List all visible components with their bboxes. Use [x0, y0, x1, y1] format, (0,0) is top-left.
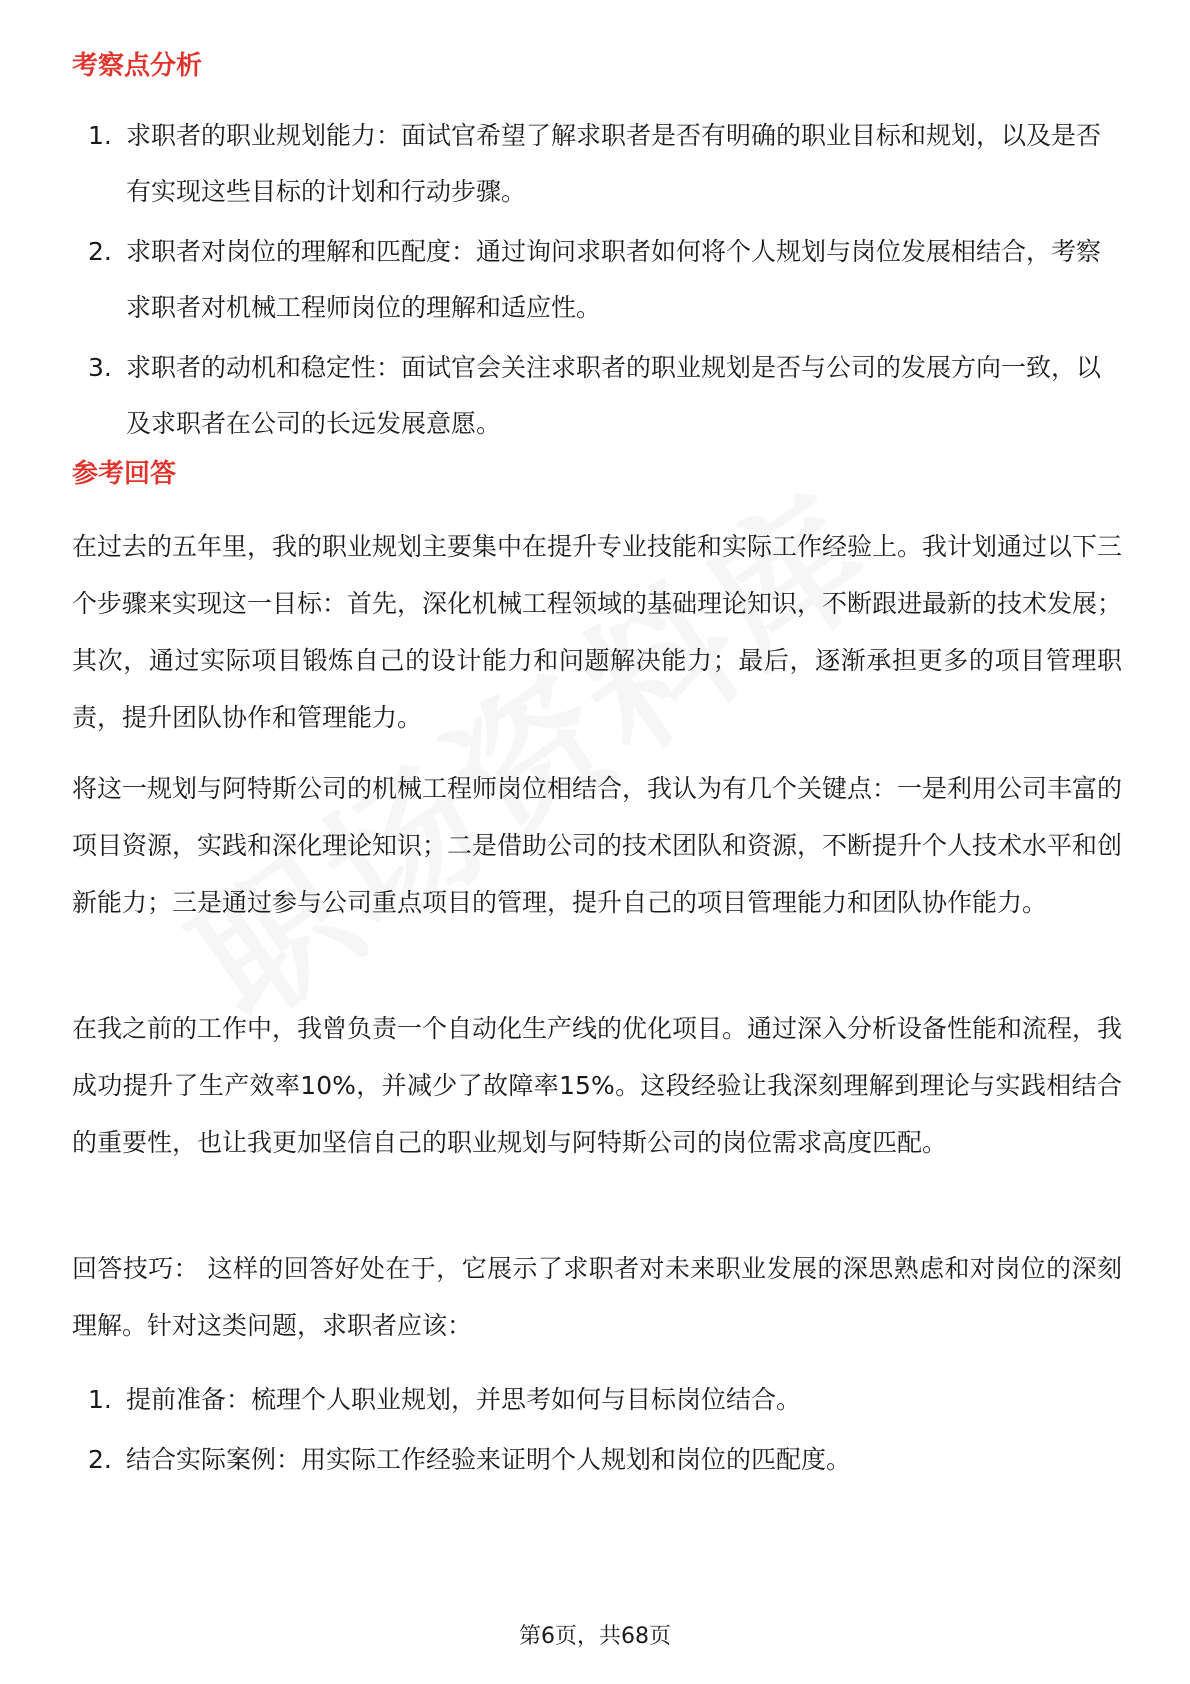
section-title-answer: 参考回答 [72, 459, 177, 489]
analysis-list [72, 108, 1122, 456]
list-item [72, 340, 1122, 452]
list-text: 求职者的职业规划能力：面试官希望了解求职者是否有明确的职业目标和规划，以及是否有实现这些目标的计划和行动步骤。 [126, 121, 1102, 206]
list-number: 2. [88, 237, 112, 266]
section-title-analysis: 考察点分析 [72, 51, 203, 81]
tips-list [72, 1372, 1122, 1492]
list-text: 提前准备：梳理个人职业规划，并思考如何与目标岗位结合。 [126, 1385, 802, 1414]
list-number: 1. [88, 1385, 112, 1414]
list-text: 求职者的动机和稳定性：面试官会关注求职者的职业规划是否与公司的发展方向一致，以及求职者在公司的长远发展意愿。 [126, 353, 1102, 438]
list-number: 3. [88, 353, 112, 382]
list-item [72, 224, 1122, 336]
list-text: 结合实际案例：用实际工作经验来证明个人规划和岗位的匹配度。 [126, 1445, 852, 1474]
list-number: 1. [88, 121, 112, 150]
answer-paragraph: 在过去的五年里，我的职业规划主要集中在提升专业技能和实际工作经验上。我计划通过以下三个步骤来实现这一目标：首先，深化机械工程领域的基础理论知识，不断跟进最新的技术发展；其次，通过实际项目锻炼自己的设计能力和问题解决能力；最后，逐渐承担更多的项目管理职责，提升团队协作和管理能力。 [72, 532, 1123, 732]
list-item [72, 1432, 1122, 1488]
answer-tips-intro: 回答技巧： 这样的回答好处在于，它展示了求职者对未来职业发展的深思熟虑和对岗位的深刻理解。针对这类问题，求职者应该： [72, 1254, 1122, 1340]
page-number: 第6页，共68页 [519, 1624, 671, 1649]
list-number: 2. [88, 1445, 112, 1474]
answer-paragraph: 将这一规划与阿特斯公司的机械工程师岗位相结合，我认为有几个关键点：一是利用公司丰富的项目资源，实践和深化理论知识；二是借助公司的技术团队和资源，不断提升个人技术水平和创新能力；三是通过参与公司重点项目的管理，提升自己的项目管理能力和团队协作能力。 [72, 774, 1123, 917]
answer-paragraph: 在我之前的工作中，我曾负责一个自动化生产线的优化项目。通过深入分析设备性能和流程，我成功提升了生产效率10%，并减少了故障率15%。这段经验让我深刻理解到理论与实践相结合的重要性，也让我更加坚信自己的职业规划与阿特斯公司的岗位需求高度匹配。 [72, 1014, 1123, 1157]
list-item [72, 1372, 1122, 1428]
list-text: 求职者对岗位的理解和匹配度：通过询问求职者如何将个人规划与岗位发展相结合，考察求职者对机械工程师岗位的理解和适应性。 [126, 237, 1102, 322]
list-item [72, 108, 1122, 220]
